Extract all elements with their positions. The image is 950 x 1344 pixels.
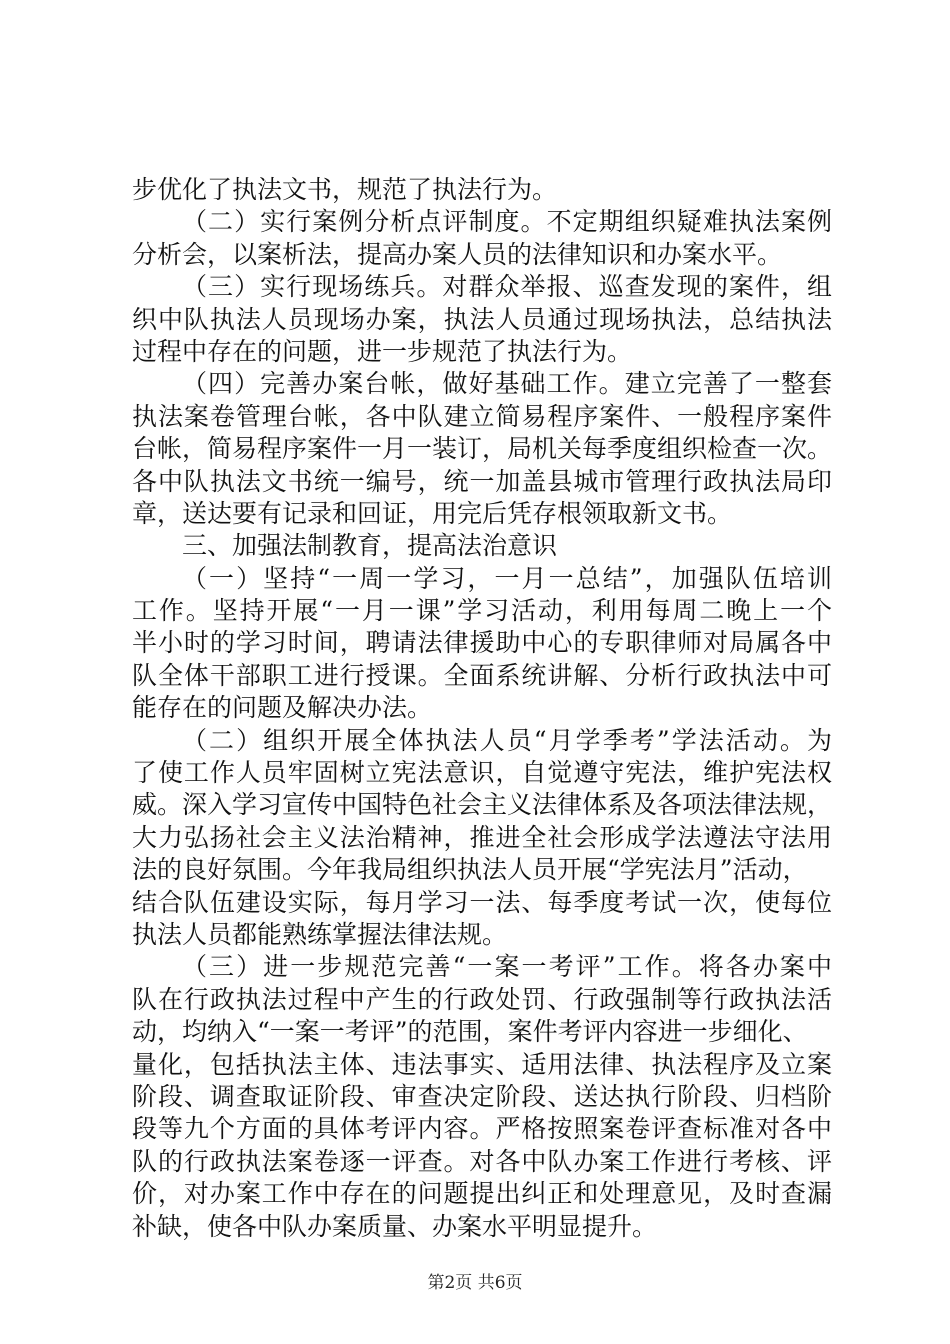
text-line: 结合队伍建设实际，每月学习一法、每季度考试一次，使每位 (132, 887, 832, 917)
section-heading: 三、加强法制教育，提高法治意识 (182, 531, 558, 561)
text-line: 能存在的问题及解决办法。 (132, 693, 433, 723)
text-line: （三）进一步规范完善“一案一考评”工作。将各办案中 (182, 952, 832, 982)
text-line: 补缺，使各中队办案质量、办案水平明显提升。 (132, 1211, 658, 1241)
text-line: 价，对办案工作中存在的问题提出纠正和处理意见，及时查漏 (132, 1179, 832, 1209)
text-line: （一）坚持“一周一学习，一月一总结”，加强队伍培训 (182, 563, 832, 593)
text-line: 队在行政执法过程中产生的行政处罚、行政强制等行政执法活 (132, 984, 832, 1014)
page-number: 第2页 共6页 (427, 1273, 523, 1293)
text-line: 大力弘扬社会主义法治精神，推进全社会形成学法遵法守法用 (132, 822, 832, 852)
text-line: 队全体干部职工进行授课。全面系统讲解、分析行政执法中可 (132, 660, 832, 690)
text-line: 队的行政执法案卷逐一评查。对各中队办案工作进行考核、评 (132, 1146, 832, 1176)
text-line: 阶段、调查取证阶段、审查决定阶段、送达执行阶段、归档阶 (132, 1081, 832, 1111)
text-line: 量化，包括执法主体、违法事实、适用法律、执法程序及立案 (132, 1049, 832, 1079)
text-line: 台帐，简易程序案件一月一装订，局机关每季度组织检查一次。 (132, 434, 833, 464)
text-line: 半小时的学习时间，聘请法律援助中心的专职律师对局属各中 (132, 628, 832, 658)
text-line: 步优化了执法文书，规范了执法行为。 (132, 175, 558, 204)
text-line: 威。深入学习宣传中国特色社会主义法律体系及各项法律法规， (132, 790, 833, 820)
text-line: 执法案卷管理台帐，各中队建立简易程序案件、一般程序案件 (132, 401, 832, 431)
text-line: 分析会，以案析法，提高办案人员的法律知识和办案水平。 (132, 239, 783, 269)
text-line: （四）完善办案台帐，做好基础工作。建立完善了一整套 (182, 369, 832, 399)
text-line: 章，送达要有记录和回证，用完后凭存根领取新文书。 (132, 498, 733, 528)
text-line: 工作。坚持开展“一月一课”学习活动，利用每周二晚上一个 (132, 596, 832, 626)
text-line: 执法人员都能熟练掌握法律法规。 (132, 919, 508, 949)
text-line: （二）实行案例分析点评制度。不定期组织疑难执法案例 (182, 207, 832, 237)
text-line: 了使工作人员牢固树立宪法意识，自觉遵守宪法，维护宪法权 (132, 758, 832, 788)
text-line: （三）实行现场练兵。对群众举报、巡查发现的案件，组 (182, 272, 832, 302)
text-line: 法的良好氛围。今年我局组织执法人员开展“学宪法月”活动， (132, 855, 808, 885)
text-line: 段等九个方面的具体考评内容。严格按照案卷评查标准对各中 (132, 1114, 832, 1144)
text-line: 过程中存在的问题，进一步规范了执法行为。 (132, 336, 633, 366)
body-text (132, 174, 832, 1243)
text-line: （二）组织开展全体执法人员“月学季考”学法活动。为 (182, 725, 832, 755)
text-line: 动，均纳入“一案一考评”的范围，案件考评内容进一步细化、 (132, 1017, 808, 1047)
text-line: 各中队执法文书统一编号，统一加盖县城市管理行政执法局印 (132, 466, 832, 496)
text-line: 织中队执法人员现场办案，执法人员通过现场执法，总结执法 (132, 304, 832, 334)
